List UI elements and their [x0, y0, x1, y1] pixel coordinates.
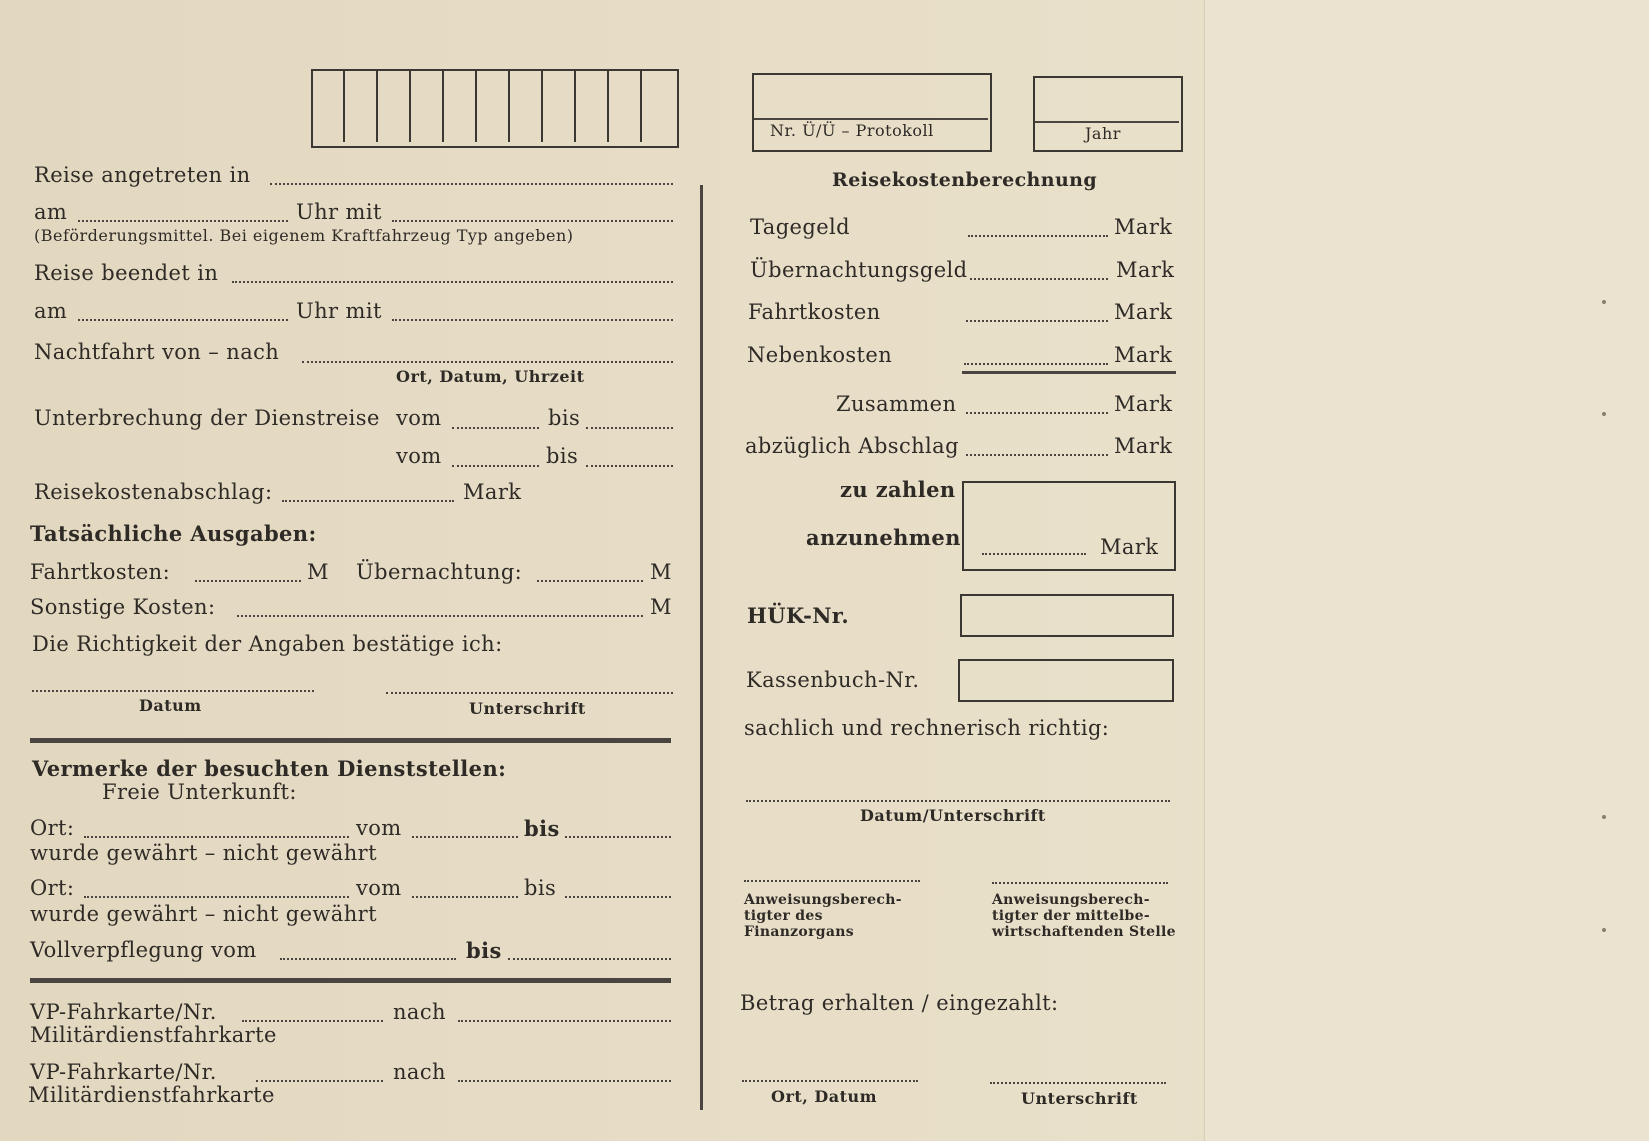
vp-nach-field[interactable] [458, 1020, 671, 1022]
ort-bis-field[interactable] [565, 836, 671, 838]
zusammen-unit: Mark [1114, 392, 1173, 416]
vp-fahrkarte-field[interactable] [242, 1020, 383, 1022]
tagegeld-unit: Mark [1114, 215, 1173, 239]
perforation-mark [1602, 928, 1606, 932]
ort-label-2: Ort: [30, 876, 75, 900]
unterbrechung-bis-field-2[interactable] [586, 465, 673, 467]
unterbrechung-bis-label-2: bis [546, 444, 579, 468]
unterbrechung-bis-field[interactable] [586, 427, 673, 429]
ort-bis-label-2: bis [524, 876, 557, 900]
grid-cell [376, 70, 407, 142]
grid-cell [541, 70, 572, 142]
gewaehrt-label: wurde gewährt – nicht gewährt [30, 841, 377, 865]
perforation-mark [1602, 300, 1606, 304]
nachtfahrt-label: Nachtfahrt von – nach [34, 340, 280, 364]
vp-fahrkarte-field-2[interactable] [256, 1080, 383, 1082]
freie-unterkunft-label: Freie Unterkunft: [102, 780, 297, 804]
reise-angetreten-label: Reise angetreten in [34, 163, 251, 187]
unterbrechung-bis-label: bis [548, 406, 581, 430]
vp-fahrkarte-label-2: VP-Fahrkarte/Nr. [30, 1060, 217, 1084]
grid-cell [343, 70, 374, 142]
vollverpflegung-label: Vollverpflegung vom [30, 938, 257, 962]
sum-rule [962, 371, 1176, 374]
militaerdienstfahrkarte-label: Militärdienstfahrkarte [30, 1023, 277, 1047]
anweisung-mittel-line[interactable] [992, 882, 1168, 884]
nebenkosten-label: Nebenkosten [747, 343, 893, 367]
tatsaechliche-ausgaben-heading: Tatsächliche Ausgaben: [30, 521, 317, 546]
fahrtkosten-right-unit: Mark [1114, 300, 1173, 324]
betrag-label: Betrag erhalten / eingezahlt: [740, 991, 1059, 1015]
perforation-mark [1602, 815, 1606, 819]
huek-nr-box[interactable] [960, 594, 1174, 637]
year-label: Jahr [1085, 124, 1121, 143]
unterschrift-right-line[interactable] [990, 1082, 1166, 1084]
ort-vom-field-2[interactable] [412, 896, 518, 898]
militaerdienstfahrkarte-label-2: Militärdienstfahrkarte [28, 1083, 275, 1107]
am-field[interactable] [78, 220, 288, 222]
fahrtkosten-right-field[interactable] [966, 320, 1108, 322]
ort-vom-field[interactable] [412, 836, 518, 838]
reisekostenabschlag-field[interactable] [282, 500, 454, 502]
grid-cell [409, 70, 440, 142]
vollverpflegung-bis-field[interactable] [508, 958, 671, 960]
ort-datum-signature-line[interactable] [742, 1080, 918, 1082]
zusammen-field[interactable] [966, 412, 1108, 414]
perforation-mark [1602, 412, 1606, 416]
ort-datum-caption: Ort, Datum [771, 1087, 878, 1106]
grid-cell [607, 70, 638, 142]
section-rule [30, 738, 671, 743]
fahrtkosten-label: Fahrtkosten: [30, 560, 171, 584]
nebenkosten-field[interactable] [964, 363, 1108, 365]
uebernachtungsgeld-label: Übernachtungsgeld [750, 258, 968, 282]
befoerderung-hint: (Beförderungsmittel. Bei eigenem Kraftfahrzeug Typ angeben) [34, 226, 574, 245]
vermerke-heading: Vermerke der besuchten Dienststellen: [32, 756, 507, 781]
ort-field[interactable] [84, 836, 349, 838]
uebernachtungsgeld-unit: Mark [1116, 258, 1175, 282]
datum-signature-line[interactable] [32, 690, 314, 692]
fahrtkosten-unit: M [307, 560, 329, 584]
nebenkosten-unit: Mark [1114, 343, 1173, 367]
unterbrechung-vom-field-2[interactable] [452, 465, 539, 467]
uebernachtung-unit: M [650, 560, 672, 584]
reisekostenabschlag-unit: Mark [463, 480, 522, 504]
sonstige-kosten-label: Sonstige Kosten: [30, 595, 216, 619]
zu-zahlen-label: zu zahlen [840, 477, 956, 502]
vp-nach-label-2: nach [393, 1060, 446, 1084]
kassenbuch-nr-box[interactable] [958, 659, 1174, 702]
anweisung-mittel-caption: Anweisungsberech-tigter der mittelbe-wirtschaftenden Stelle [992, 892, 1176, 940]
form-stub [1204, 0, 1649, 1141]
fahrtkosten-right-label: Fahrtkosten [748, 300, 881, 324]
uebernachtung-label: Übernachtung: [356, 560, 523, 584]
column-divider [700, 185, 703, 1110]
nachtfahrt-field[interactable] [302, 361, 673, 363]
datum-unterschrift-caption: Datum/Unterschrift [860, 806, 1046, 825]
protocol-box[interactable] [752, 73, 992, 152]
protocol-label: Nr. Ü/Ü – Protokoll [770, 121, 934, 140]
sonstige-kosten-unit: M [650, 595, 672, 619]
tagegeld-label: Tagegeld [750, 215, 850, 239]
am-field-2[interactable] [78, 319, 288, 321]
vollverpflegung-bis-label: bis [466, 938, 502, 963]
abzueglich-unit: Mark [1114, 434, 1173, 458]
uhr-mit-field-2[interactable] [392, 319, 673, 321]
anweisung-finanz-caption: Anweisungsberech-tigter des Finanzorgans [744, 892, 902, 940]
sachlich-label: sachlich und rechnerisch richtig: [744, 716, 1110, 740]
grid-cell [475, 70, 506, 142]
vp-nach-field-2[interactable] [458, 1080, 671, 1082]
reisekostenabschlag-label: Reisekostenabschlag: [34, 480, 273, 504]
ort-bis-label: bis [524, 816, 560, 841]
gewaehrt-label-2: wurde gewährt – nicht gewährt [30, 902, 377, 926]
kassenbuch-nr-label: Kassenbuch-Nr. [746, 668, 920, 692]
grid-cell [508, 70, 539, 142]
am-label-2: am [34, 299, 68, 323]
unterschrift-signature-line[interactable] [386, 692, 673, 694]
zusammen-label: Zusammen [836, 392, 957, 416]
vollverpflegung-vom-field[interactable] [280, 958, 456, 960]
unterschrift-caption: Unterschrift [469, 699, 586, 718]
grid-cell [640, 70, 671, 142]
uhr-mit-field[interactable] [392, 220, 673, 222]
uebernachtung-field[interactable] [537, 580, 643, 582]
anweisung-finanz-line[interactable] [744, 880, 920, 882]
vp-fahrkarte-label: VP-Fahrkarte/Nr. [30, 1000, 217, 1024]
ort-datum-uhrzeit-hint: Ort, Datum, Uhrzeit [396, 367, 585, 386]
richtigkeit-label: Die Richtigkeit der Angaben bestätige ich: [32, 632, 503, 656]
unterschrift-right-caption: Unterschrift [1021, 1089, 1138, 1108]
ort-bis-field-2[interactable] [565, 896, 671, 898]
abzueglich-field[interactable] [966, 454, 1108, 456]
reise-beendet-field[interactable] [232, 281, 673, 283]
zu-zahlen-unit: Mark [1100, 535, 1159, 559]
uhr-mit-label: Uhr mit [296, 200, 382, 224]
sachlich-signature-line[interactable] [746, 800, 1170, 802]
zu-zahlen-field[interactable] [982, 553, 1086, 555]
ort-vom-label-2: vom [356, 876, 402, 900]
grid-cell [574, 70, 605, 142]
unterbrechung-label: Unterbrechung der Dienstreise [34, 406, 380, 430]
protocol-box-divider [754, 118, 988, 120]
ort-label: Ort: [30, 816, 75, 840]
unterbrechung-vom-label-2: vom [396, 444, 442, 468]
huek-nr-label: HÜK-Nr. [747, 603, 850, 628]
tagegeld-field[interactable] [968, 235, 1108, 237]
section-rule-2 [30, 978, 671, 983]
reise-angetreten-field[interactable] [270, 183, 673, 185]
unterbrechung-vom-label: vom [396, 406, 442, 430]
fahrtkosten-field[interactable] [195, 580, 301, 582]
vp-nach-label: nach [393, 1000, 446, 1024]
reise-beendet-label: Reise beendet in [34, 261, 219, 285]
am-label: am [34, 200, 68, 224]
uhr-mit-label-2: Uhr mit [296, 299, 382, 323]
sonstige-kosten-field[interactable] [237, 615, 643, 617]
abzueglich-label: abzüglich Abschlag [745, 434, 959, 458]
ort-field-2[interactable] [84, 896, 349, 898]
grid-cell [442, 70, 473, 142]
year-box-divider [1035, 121, 1179, 123]
uebernachtungsgeld-field[interactable] [970, 278, 1108, 280]
datum-caption: Datum [139, 696, 202, 715]
reisekostenberechnung-title: Reisekostenberechnung [832, 169, 1098, 191]
ort-vom-label: vom [356, 816, 402, 840]
unterbrechung-vom-field[interactable] [452, 427, 539, 429]
anzunehmen-label: anzunehmen [806, 525, 961, 550]
